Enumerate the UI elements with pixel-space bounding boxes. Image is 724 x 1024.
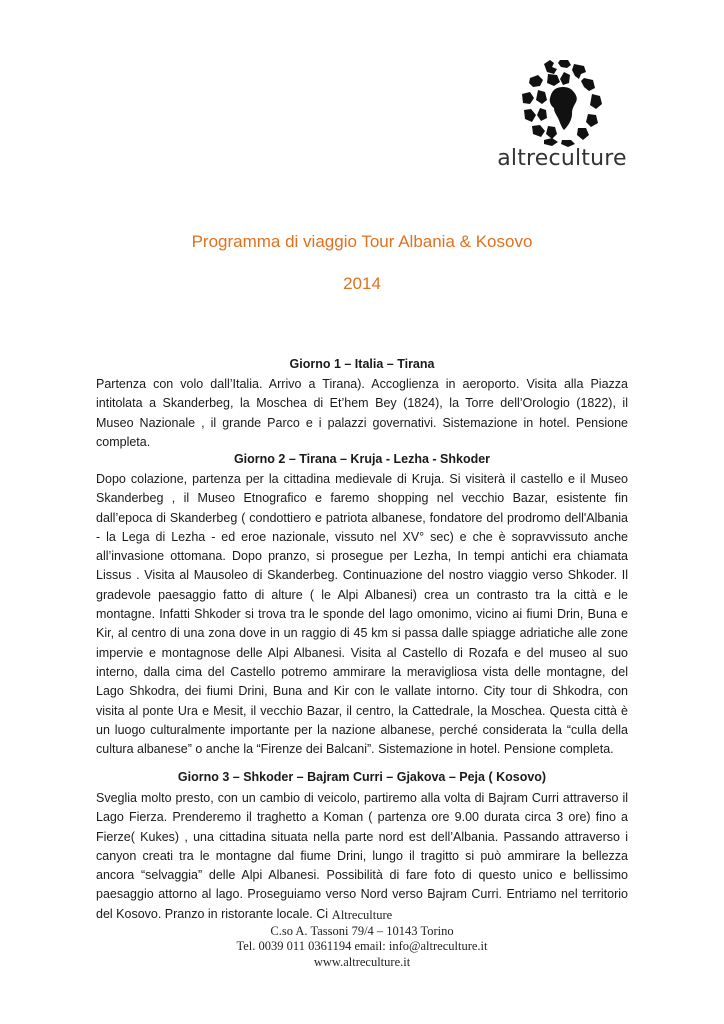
footer-website[interactable]: www.altreculture.it [313, 954, 411, 969]
page-footer [0, 908, 724, 970]
footer-address: C.so A. Tassoni 79/4 – 10143 Torino [270, 923, 454, 938]
footer-company: Altreculture [331, 908, 393, 922]
footer-contacts: Tel. 0039 011 0361194 email: info@altreculture.it [236, 939, 488, 953]
day-1-description: Partenza con volo dall’Italia. Arrivo a Tirana). Accoglienza in aeroporto. Visita alla Piazza intitolata a Skanderbeg, la Moschea di Et’hem Bey (1824), la Torre dell’Orologio (1822), il Museo Nazionale , il grande Parco e i palazzi governativi. Sistemazione in hotel. Pensione completa. [96, 377, 628, 449]
day-1-heading: Giorno 1 – Italia – Tirana [289, 357, 435, 371]
logo-wordmark: altreculture [497, 146, 627, 171]
animal-figures-disc-with-africa-icon [514, 56, 610, 148]
document-title: Programma di viaggio Tour Albania & Kosovo [191, 232, 533, 251]
altreculture-logo [492, 56, 632, 176]
day-3-heading: Giorno 3 – Shkoder – Bajram Curri – Gjakova – Peja ( Kosovo) [177, 770, 547, 784]
day-2-description: Dopo colazione, partenza per la cittadina medievale di Kruja. Si visiterà il castello e il Museo Skanderbeg , il Museo Etnografico e faremo shopping nel vecchio Bazar, esistente fin dall’epoca di Skanderbeg ( condottiero e patriota albanese, fondatore del prodromo dell'Albania - la Lega di Lezha - ed eroe nazionale, vissuto nel XV° sec) e che è sopravvissuto anche all’invasione ottomana. Dopo pranzo, si prosegue per Lezha, In tempi antichi era chiamata Lissus . Visita al Mausoleo di Skanderbeg. Continuazione del nostro viaggio verso Shkoder. Il gradevole paesaggio fatto di alture ( le Alpi Albanesi) crea un contrasto tra la città e le montagne. Infatti Shkoder si trova tra le sponde del lago omonimo, vicino ai fiumi Drin, Buna e Kir, al centro di una zona dove in un raggio di 45 km si passa dalle spiagge adriatiche alle zone impervie e montagnose delle Alpi Albanesi. Visita al Castello di Rozafa e del museo al suo interno, dalla cima del Castello potremo ammirare la meravigliosa vista delle montagne, del Lago Shkodra, dei fiumi Drini, Buna and Kir con le vallate intorno. City tour di Shkodra, con visita al ponte Ura e Mesit, il vecchio Bazar, il centro, la Cattedrale, la Moschea. Questa città è un luogo culturalmente importante per la nazione albanese, perché considerata la “culla della cultura albanese” o anche la “Firenze dei Balcani”. Sistemazione in hotel. Pensione completa. [96, 472, 628, 757]
day-2-heading: Giorno 2 – Tirana – Kruja - Lezha - Shkoder [233, 452, 491, 466]
day-3-description: Sveglia molto presto, con un cambio di veicolo, partiremo alla volta di Bajram Curri attraverso il Lago Fierza. Prenderemo il traghetto a Koman ( partenza ore 9.00 durata circa 3 ore) fino a Fierze( Kukes) , una cittadina situata nella parte nord est dell’Albania. Passando attraverso i canyon creati tra le montagne dal fiume Drini, lungo il tragitto si può ammirare la bellezza ancora “selvaggia” delle Alpi Albanesi. Possibilità di fare foto di questo unico e bellissimo paesaggio attorno al lago. Proseguiamo verso Nord verso Bajram Curri. Entriamo nel territorio del Kosovo. Pranzo in ristorante locale. Ci [96, 791, 628, 921]
document-year: 2014 [343, 274, 381, 293]
